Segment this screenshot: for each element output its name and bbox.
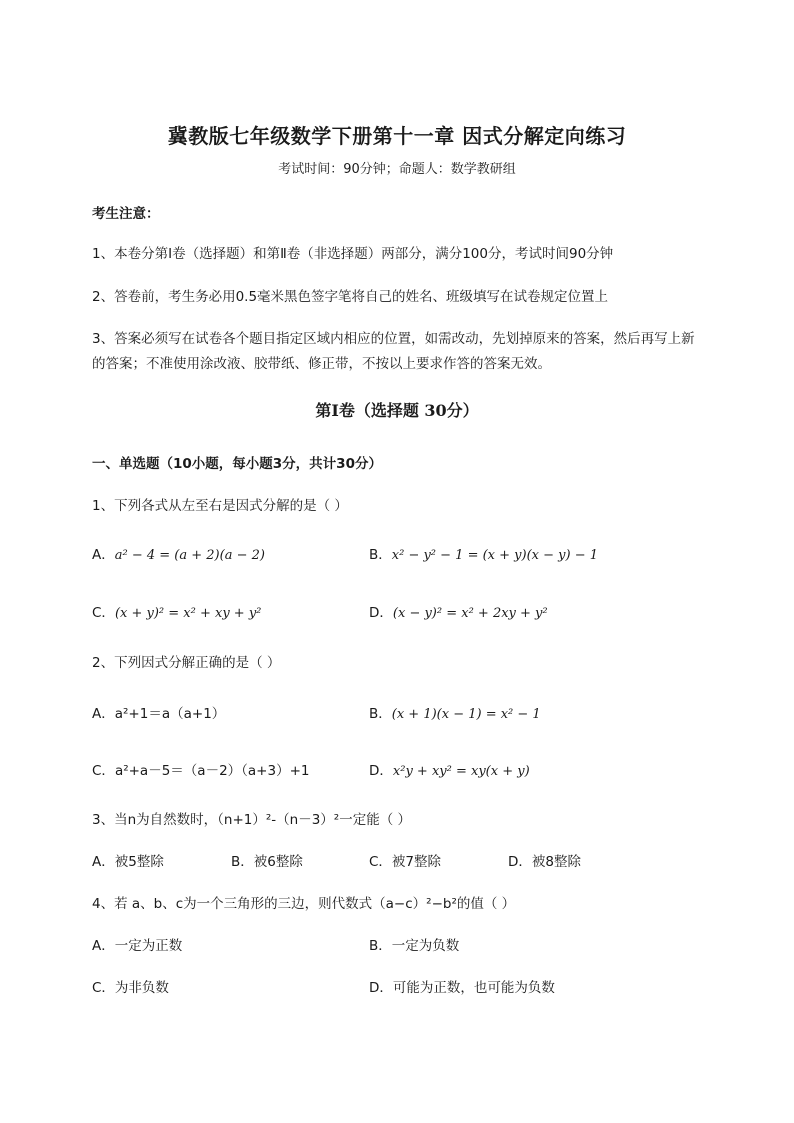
q4-option-a[interactable]: A．一定为正数 [92,938,183,954]
q3-option-b[interactable]: B．被6整除 [231,854,303,870]
q1-option-a[interactable] [92,543,265,563]
option-formula: x²y + xy² = xy(x + y) [392,764,530,779]
option-formula: a²+a－5＝（a－2）（a+3）+1 [114,763,310,779]
q3-option-d[interactable]: D．被8整除 [508,854,581,870]
option-label: A． [92,547,115,563]
q2-option-c[interactable] [92,759,309,779]
question-4-stem: 4、若 a、b、c为一个三角形的三边，则代数式（a−c）²−b²的值（ ） [92,896,516,912]
q2-option-a[interactable] [92,702,225,722]
question-3-stem: 3、当n为自然数时，（n+1）²-（n－3）²一定能（ ） [92,812,411,828]
notice-item-3-line-1: 3、答案必须写在试卷各个题目指定区域内相应的位置，如需改动，先划掉原来的答案，然后再写上新 [92,331,695,347]
q2-option-b[interactable] [369,702,541,722]
q4-option-c[interactable]: C．为非负数 [92,980,169,996]
option-label: B． [369,547,392,563]
q3-option-c[interactable]: C．被7整除 [369,854,442,870]
section-heading: 一、单选题（10小题，每小题3分，共计30分） [92,456,382,472]
option-formula: (x + 1)(x − 1) = x² − 1 [391,707,541,722]
exam-info: 考试时间：90分钟；命题人：数学教研组 [278,162,516,177]
option-formula: a²+1＝a（a+1） [114,706,226,722]
option-formula: (x − y)² = x² + 2xy + y² [392,606,548,621]
option-label: D． [369,763,393,779]
notice-heading: 考生注意： [92,206,160,222]
q1-option-c[interactable] [92,601,261,621]
q1-option-b[interactable] [369,543,598,563]
option-label: C． [92,763,115,779]
q3-option-a[interactable]: A．被5整除 [92,854,164,870]
document-title: 冀教版七年级数学下册第十一章 因式分解定向练习 [167,124,627,148]
option-label: B． [369,706,392,722]
question-1-stem: 1、下列各式从左至右是因式分解的是（ ） [92,498,348,514]
notice-item-2: 2、答卷前，考生务必用0.5毫米黑色签字笔将自己的姓名、班级填写在试卷规定位置上 [92,289,609,305]
part-one-title: 第I卷（选择题 30分） [315,401,479,420]
option-label: C． [92,605,115,621]
q4-option-b[interactable]: B．一定为负数 [369,938,460,954]
q1-option-d[interactable] [369,601,548,621]
option-formula: (x + y)² = x² + xy + y² [114,606,262,621]
notice-item-1: 1、本卷分第I卷（选择题）和第Ⅱ卷（非选择题）两部分，满分100分，考试时间90分钟 [92,246,614,262]
option-formula: x² − y² − 1 = (x + y)(x − y) − 1 [391,548,598,563]
q2-option-d[interactable] [369,759,530,779]
option-formula: a² − 4 = (a + 2)(a − 2) [114,548,265,563]
q4-option-d[interactable]: D．可能为正数，也可能为负数 [369,980,555,996]
notice-item-3-line-2: 的答案；不准使用涂改液、胶带纸、修正带，不按以上要求作答的答案无效。 [92,356,551,372]
question-2-stem: 2、下列因式分解正确的是（ ） [92,655,281,671]
option-label: D． [369,605,393,621]
option-label: A． [92,706,115,722]
